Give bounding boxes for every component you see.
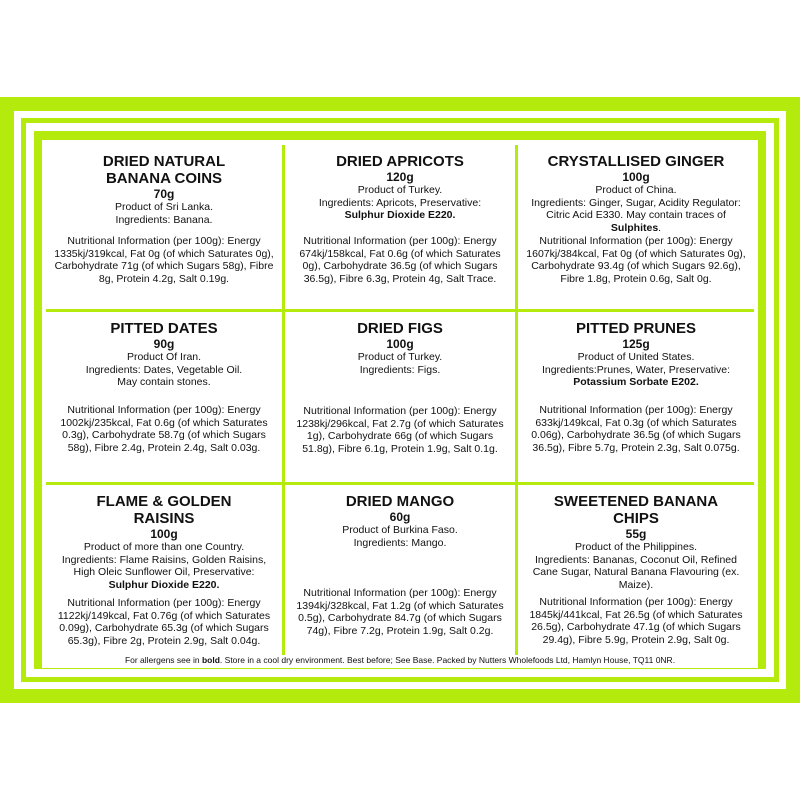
product-cell-mango — [285, 485, 515, 655]
allergen-text: Sulphur Dioxide E220. — [344, 209, 456, 221]
product-origin: Product of Turkey. — [357, 184, 443, 196]
nutrition-info: Nutritional Information (per 100g): Energy 633kj/149kcal, Fat 0.3g (of which Saturates 0.06g), Carbohydrate 36.5g (of which Sugars 36.5g), Fibre 5.7g, Protein 2.3g, Salt 0.075g. — [531, 404, 741, 454]
product-weight: 90g — [153, 337, 175, 351]
product-weight: 125g — [622, 337, 650, 351]
product-weight: 100g — [150, 527, 178, 541]
footer-prefix: For allergens see in — [124, 655, 200, 665]
product-origin: Product of China. — [595, 184, 677, 196]
product-origin: Product of more than one Country. — [83, 541, 245, 553]
product-origin: Product of Turkey. — [357, 351, 443, 363]
nutrition-info: Nutritional Information (per 100g): Energy 1394kj/328kcal, Fat 1.2g (of which Saturates 0.5g), Carbohydrate 84.7g (of which Sugars 74g), Fibre 7.2g, Protein 1.9g, Salt 0.2g. — [296, 587, 504, 637]
product-origin: Product of the Philippines. — [575, 541, 697, 553]
product-note: May contain stones. — [117, 376, 211, 388]
footer-bold: bold — [201, 655, 220, 665]
product-weight: 120g — [386, 170, 414, 184]
product-ingredients: Ingredients: Mango. — [353, 536, 447, 549]
product-name: DRIED NATURAL BANANA COINS — [102, 153, 226, 187]
product-name: PITTED PRUNES — [575, 320, 696, 337]
product-cell-figs — [285, 312, 515, 482]
allergen-name: Sulphur Dioxide E220 — [108, 578, 217, 591]
product-weight: 70g — [153, 187, 175, 201]
allergen-text: Sulphur Dioxide E220. — [108, 578, 220, 591]
product-weight: 60g — [389, 510, 411, 524]
ingredients-text: Ingredients: Ginger, Sugar, Acidity Regulator: Citric Acid E330. May contain traces of — [531, 196, 741, 221]
allergen-name: Sulphites — [610, 221, 659, 234]
nutrition-info: Nutritional Information (per 100g): Energy 1335kj/319kcal, Fat 0g (of which Saturates 0g), Carbohydrate 71g (of which Sugars 58g), Fibre 8g, Protein 4.2g, Salt 0.19g. — [54, 235, 274, 285]
product-ingredients: Ingredients: Figs. — [359, 363, 441, 376]
product-name: DRIED FIGS — [357, 320, 443, 337]
allergen-name: Sulphur Dioxide E220 — [344, 209, 453, 221]
product-ingredients: Ingredients: Bananas, Coconut Oil, Refined Cane Sugar, Natural Banana Flavouring (ex. Maize). — [532, 553, 740, 591]
product-ingredients: Ingredients: Ginger, Sugar, Acidity Regulator: Citric Acid E330. May contain traces of Sulphites. — [531, 196, 741, 234]
product-name: SWEETENED BANANA CHIPS — [553, 493, 719, 527]
product-cell-banana-coins — [46, 145, 282, 309]
product-origin: Product Of Iran. — [126, 351, 202, 363]
product-ingredients: Ingredients: Apricots, Preservative: — [318, 196, 482, 209]
nutrition-info: Nutritional Information (per 100g): Energy 1122kj/149kcal, Fat 0.76g (of which Saturates 0.09g), Carbohydrate 65.3g (of which Sugars 65.3g), Fibre 2g, Protein 2.9g, Salt 0.04g. — [57, 597, 271, 647]
product-cell-ginger — [518, 145, 754, 309]
product-origin: Product of United States. — [577, 351, 695, 363]
footer-note — [46, 655, 754, 666]
product-name: CRYSTALLISED GINGER — [547, 153, 725, 170]
nutrition-info: Nutritional Information (per 100g): Energy 1607kj/384kcal, Fat 0g (of which Saturates 0g), Carbohydrate 93.4g (of which Sugars 92.6g), Fibre 1.8g, Protein 0.6g, Salt 0g. — [526, 235, 746, 285]
product-cell-apricots — [285, 145, 515, 309]
product-ingredients: Ingredients: Dates, Vegetable Oil. — [85, 363, 243, 376]
product-ingredients: Ingredients: Banana. — [115, 213, 213, 226]
nutrition-info: Nutritional Information (per 100g): Energy 1845kj/441kcal, Fat 26.5g (of which Saturates 26.5g), Carbohydrate 47.1g (of which Sugars 29.4g), Fibre 5.9g, Protein 2.9g, Salt 0g. — [529, 596, 743, 646]
product-weight: 100g — [622, 170, 650, 184]
product-cell-raisins — [46, 485, 282, 655]
product-name: PITTED DATES — [110, 320, 218, 337]
nutrition-info: Nutritional Information (per 100g): Energy 674kj/158kcal, Fat 0.6g (of which Saturates 0g), Carbohydrate 36.5g (of which Sugars 36.5g), Fibre 6.3g, Protein 4g, Salt Trace. — [299, 235, 501, 285]
product-weight: 55g — [625, 527, 647, 541]
allergen-text: Potassium Sorbate E202. — [573, 376, 699, 388]
product-cell-dates — [46, 312, 282, 482]
product-cell-banana-chips — [518, 485, 754, 655]
footer-suffix: . Store in a cool dry environment. Best before; See Base. Packed by Nutters Wholefoods Ltd, Hamlyn House, TQ11 0NR. — [219, 655, 676, 665]
product-ingredients: Ingredients: Flame Raisins, Golden Raisins, High Oleic Sunflower Oil, Preservative: — [61, 553, 267, 578]
product-origin: Product of Sri Lanka. — [114, 201, 214, 213]
product-weight: 100g — [386, 337, 414, 351]
allergen-name: Potassium Sorbate E202 — [573, 376, 696, 388]
product-grid — [46, 145, 754, 655]
nutrition-info: Nutritional Information (per 100g): Energy 1002kj/235kcal, Fat 0.6g (of which Saturates 0.3g), Carbohydrate 58.7g (of which Sugars 58g), Fibre 2.4g, Protein 2.4g, Salt 0.03g. — [60, 404, 268, 454]
product-cell-prunes — [518, 312, 754, 482]
product-origin: Product of Burkina Faso. — [342, 524, 458, 536]
product-name: DRIED APRICOTS — [336, 153, 464, 170]
product-name: DRIED MANGO — [345, 493, 455, 510]
product-ingredients: Ingredients:Prunes, Water, Preservative: — [541, 363, 731, 376]
nutrition-info: Nutritional Information (per 100g): Energy 1238kj/296kcal, Fat 2.7g (of which Saturates 1g), Carbohydrate 66g (of which Sugars 51.8g), Fibre 6.1g, Protein 1.9g, Salt 0.1g. — [296, 405, 504, 455]
product-name: FLAME & GOLDEN RAISINS — [96, 493, 232, 527]
